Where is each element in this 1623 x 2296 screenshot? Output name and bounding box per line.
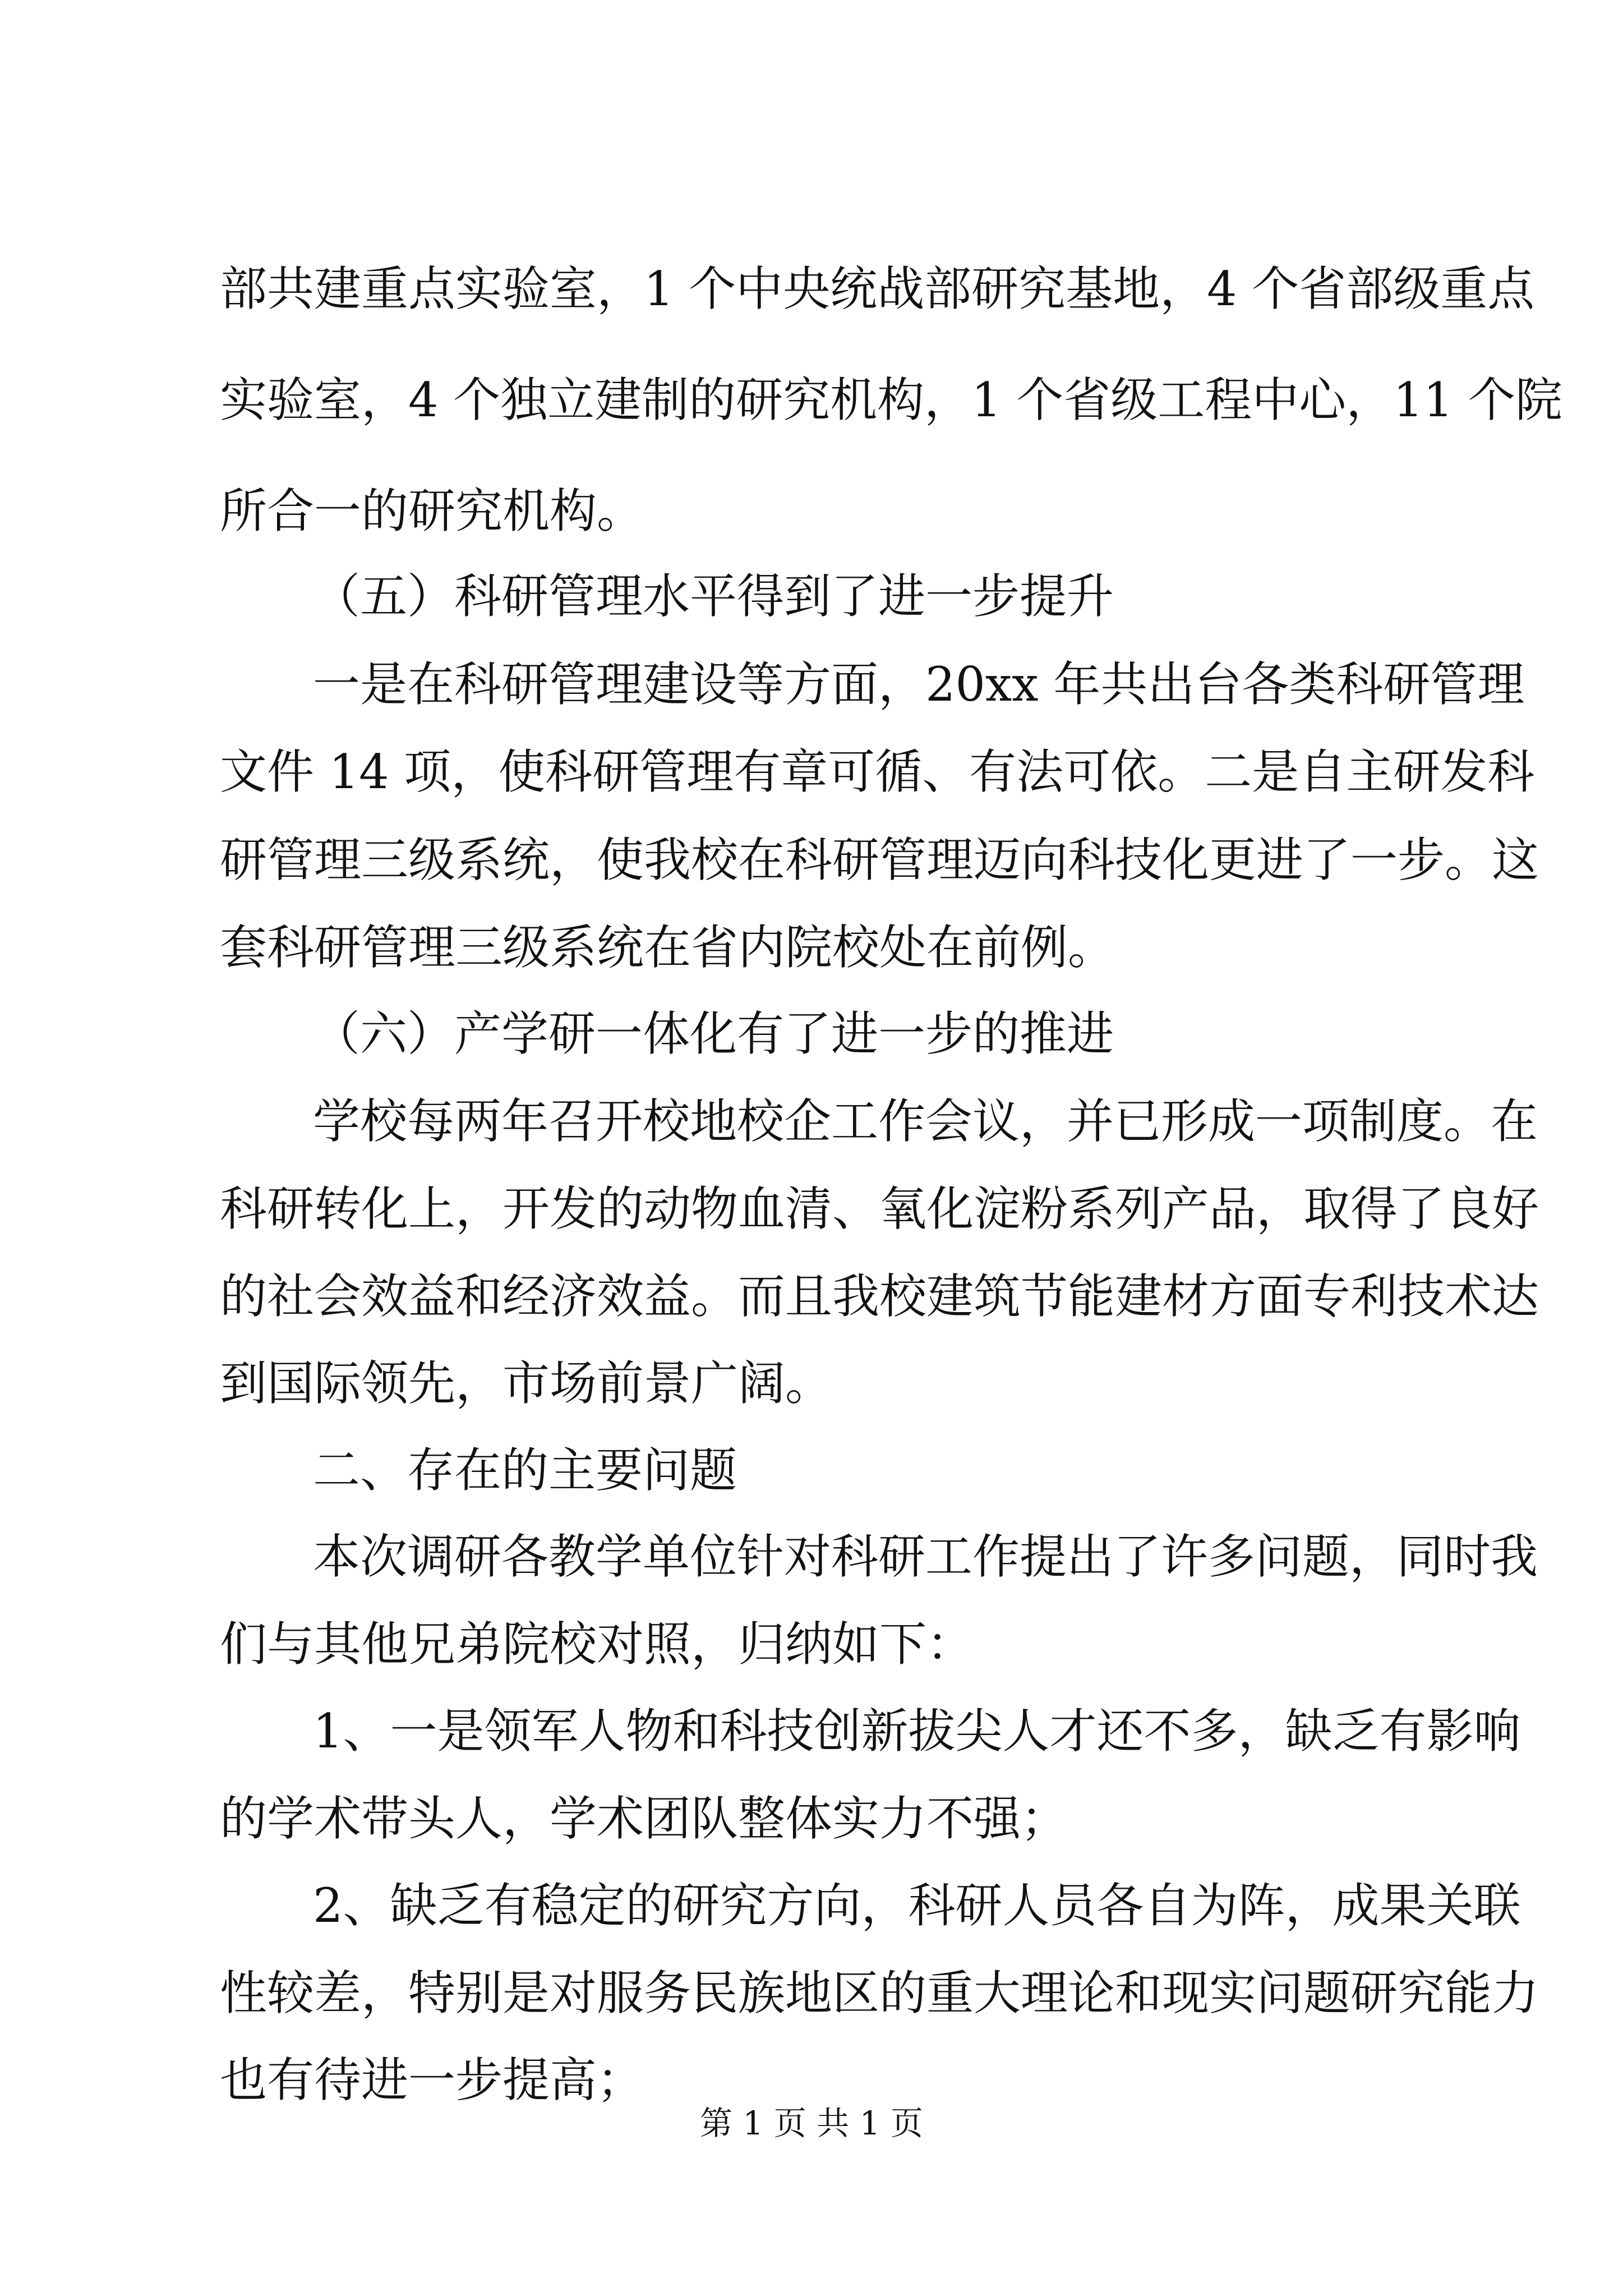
paragraph-line: 的学术带头人，学术团队整体实力不强； — [220, 1791, 1068, 1846]
section-heading: （六）产学研一体化有了进一步的推进 — [313, 1006, 1114, 1061]
paragraph-line: 实验室，4 个独立建制的研究机构，1 个省级工程中心，11 个院 — [220, 372, 1562, 427]
paragraph-line: 2、缺乏有稳定的研究方向，科研人员各自为阵，成果关联 — [313, 1878, 1521, 1933]
paragraph-line: 到国际领先，市场前景广阔。 — [220, 1356, 833, 1411]
paragraph-line: 研管理三级系统，使我校在科研管理迈向科技化更进了一步。这 — [220, 832, 1539, 887]
paragraph-line: 性较差，特别是对服务民族地区的重大理论和现实问题研究能力 — [220, 1966, 1539, 2021]
section-heading: （五）科研管理水平得到了进一步提升 — [313, 569, 1114, 624]
section-heading: 二、存在的主要问题 — [313, 1443, 737, 1498]
paragraph-line: 所合一的研究机构。 — [220, 484, 644, 539]
paragraph-line: 的社会效益和经济效益。而且我校建筑节能建材方面专利技术达 — [220, 1269, 1539, 1324]
paragraph-line: 本次调研各教学单位针对科研工作提出了许多问题，同时我 — [313, 1529, 1538, 1584]
paragraph-line: 文件 14 项，使科研管理有章可循、有法可依。二是自主研发科 — [220, 744, 1535, 799]
paragraph-line: 套科研管理三级系统在省内院校处在前例。 — [220, 920, 1115, 975]
paragraph-line: 部共建重点实验室，1 个中央统战部研究基地，4 个省部级重点 — [220, 261, 1535, 316]
paragraph-line: 1、一是领军人物和科技创新拔尖人才还不多，缺乏有影响 — [313, 1704, 1521, 1759]
paragraph-line: 们与其他兄弟院校对照，归纳如下： — [220, 1617, 974, 1672]
paragraph-line: 也有待进一步提高； — [220, 2053, 644, 2108]
paragraph-line: 科研转化上，开发的动物血清、氧化淀粉系列产品，取得了良好 — [220, 1181, 1539, 1236]
paragraph-line: 一是在科研管理建设等方面，20xx 年共出台各类科研管理 — [313, 657, 1525, 712]
page-footer: 第 1 页 共 1 页 — [700, 2104, 923, 2142]
paragraph-line: 学校每两年召开校地校企工作会议，并已形成一项制度。在 — [313, 1094, 1538, 1149]
